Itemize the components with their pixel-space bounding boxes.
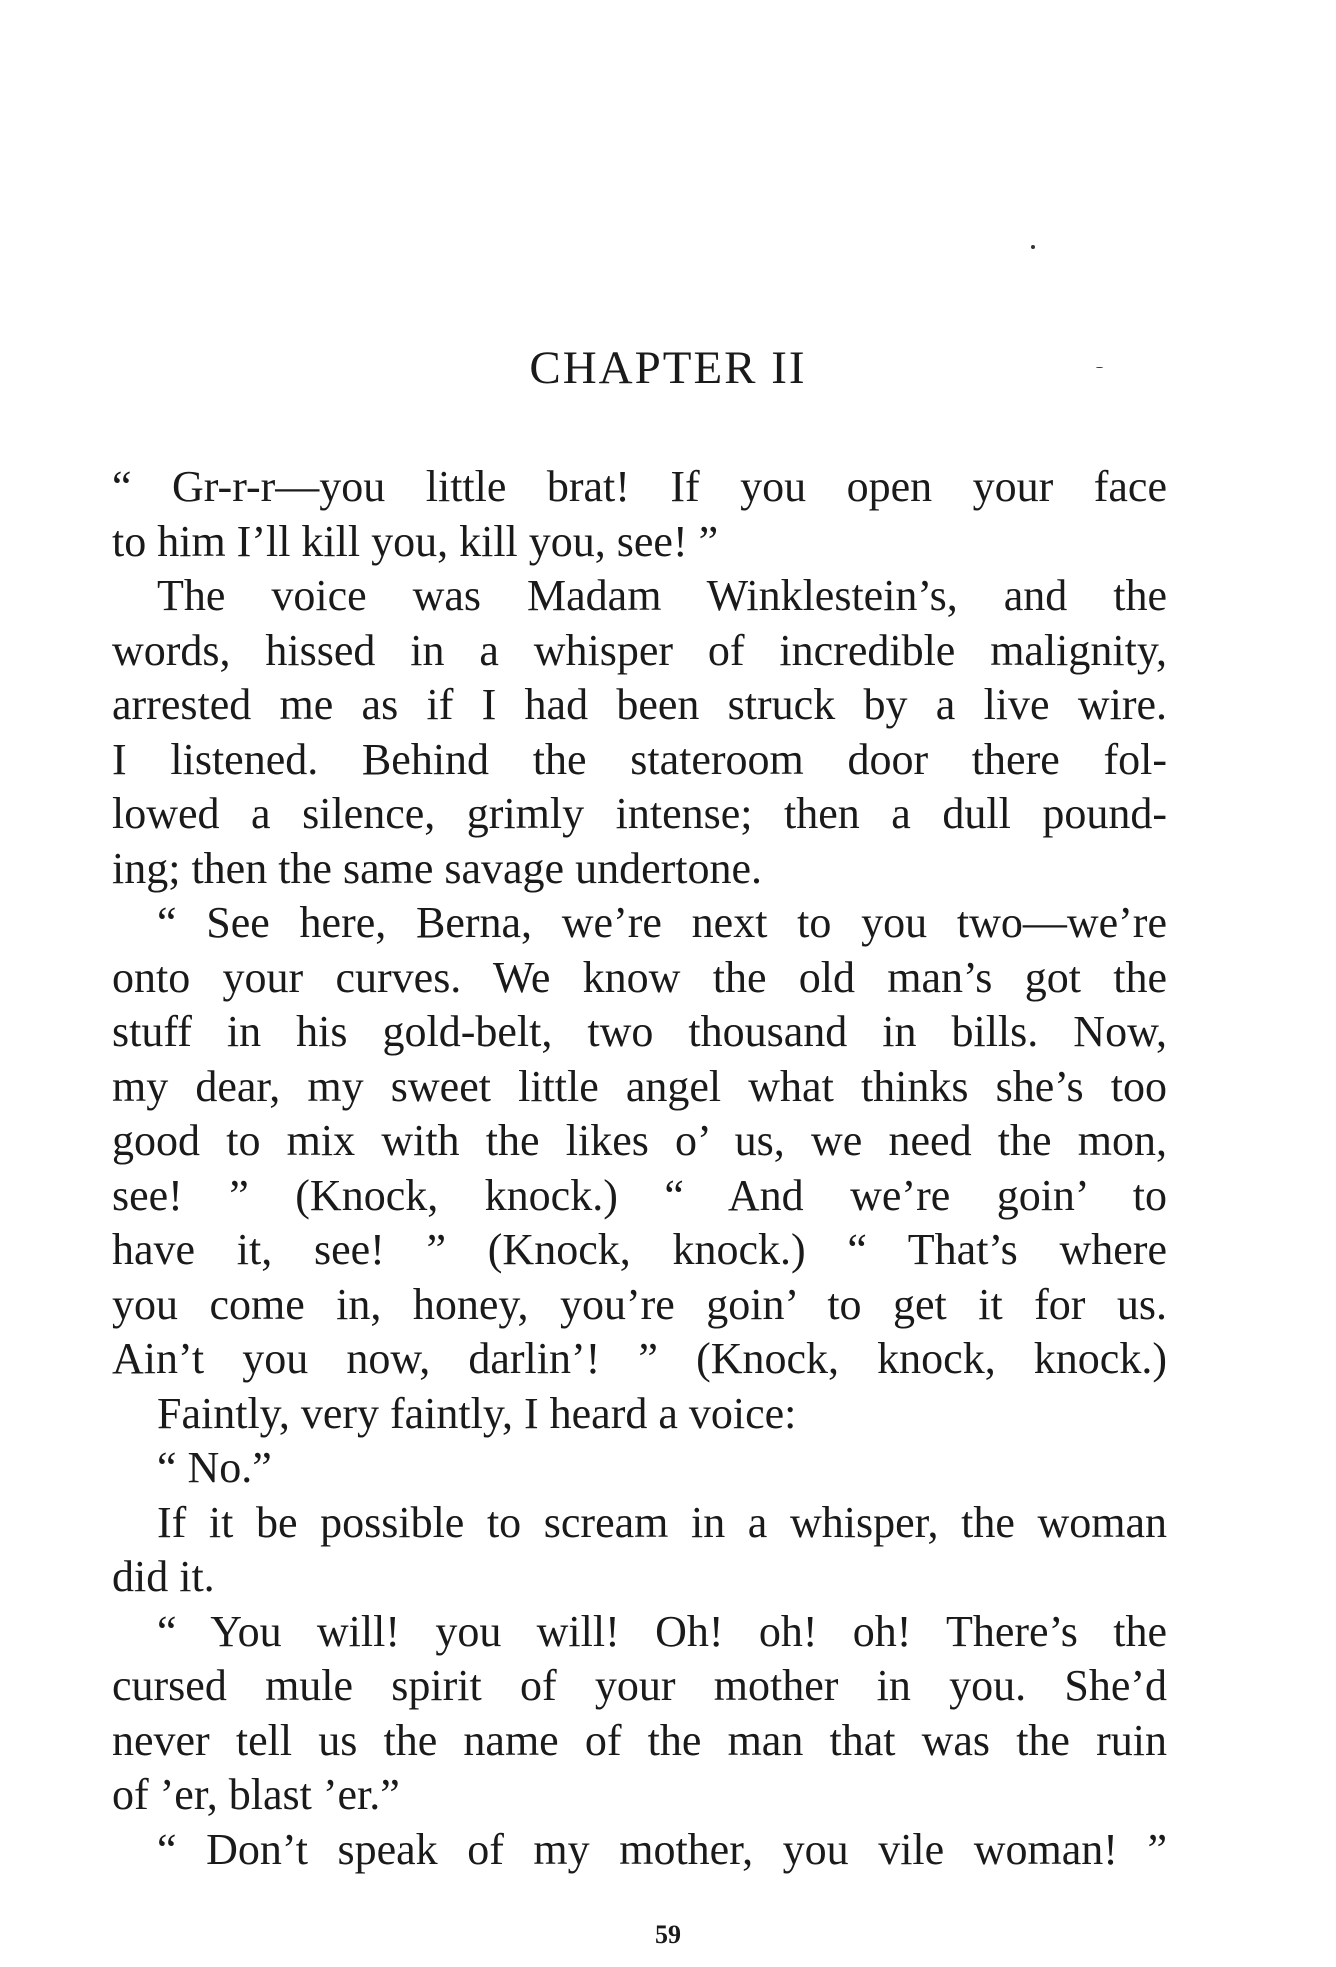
ink-speck (1031, 245, 1035, 249)
text-line: you come in, honey, you’re goin’ to get it for us. (112, 1279, 1167, 1329)
text-line: have it, see! ” (Knock, knock.) “ That’s where (112, 1225, 1167, 1274)
text-line: Faintly, very faintly, I heard a voice: (157, 1388, 797, 1438)
page-number: 59 (655, 1920, 681, 1949)
text-line: Ain’t you now, darlin’! ” (Knock, knock, knock.) (112, 1334, 1167, 1383)
text-line: never tell us the name of the man that was the ruin (112, 1715, 1167, 1765)
text-line: “ Don’t speak of my mother, you vile woman! ” (157, 1824, 1167, 1874)
text-line: of ’er, blast ’er.” (112, 1770, 400, 1819)
body-text (112, 460, 1167, 1877)
text-line: words, hissed in a whisper of incredible malignity, (112, 625, 1167, 675)
text-line: arrested me as if I had been struck by a live wire. (112, 680, 1167, 729)
text-line: good to mix with the likes o’ us, we need the mon, (112, 1116, 1167, 1165)
text-line: I listened. Behind the stateroom door there fol- (112, 734, 1167, 784)
text-line: If it be possible to scream in a whisper, the woman (157, 1497, 1167, 1547)
text-line: to him I’ll kill you, kill you, see! ” (112, 516, 719, 566)
chapter-heading: CHAPTER II (529, 342, 807, 394)
text-line: see! ” (Knock, knock.) “ And we’re goin’ to (112, 1170, 1167, 1220)
text-line: lowed a silence, grimly intense; then a dull pound- (112, 789, 1167, 838)
text-line: The voice was Madam Winklestein’s, and the (157, 571, 1167, 620)
text-line: “ See here, Berna, we’re next to you two—we’re (157, 898, 1167, 947)
text-line: onto your curves. We know the old man’s got the (112, 952, 1167, 1002)
text-line: ing; then the same savage undertone. (112, 843, 763, 893)
text-line: “ You will! you will! Oh! oh! oh! There’s the (157, 1606, 1167, 1656)
text-line: “ No.” (157, 1443, 272, 1492)
text-line: cursed mule spirit of your mother in you. She’d (112, 1661, 1167, 1710)
text-line: did it. (112, 1552, 215, 1601)
text-line: my dear, my sweet little angel what thinks she’s too (112, 1061, 1167, 1111)
text-line: stuff in his gold-belt, two thousand in bills. Now, (112, 1007, 1167, 1056)
text-line: “ Gr-r-r—you little brat! If you open your face (112, 462, 1167, 511)
